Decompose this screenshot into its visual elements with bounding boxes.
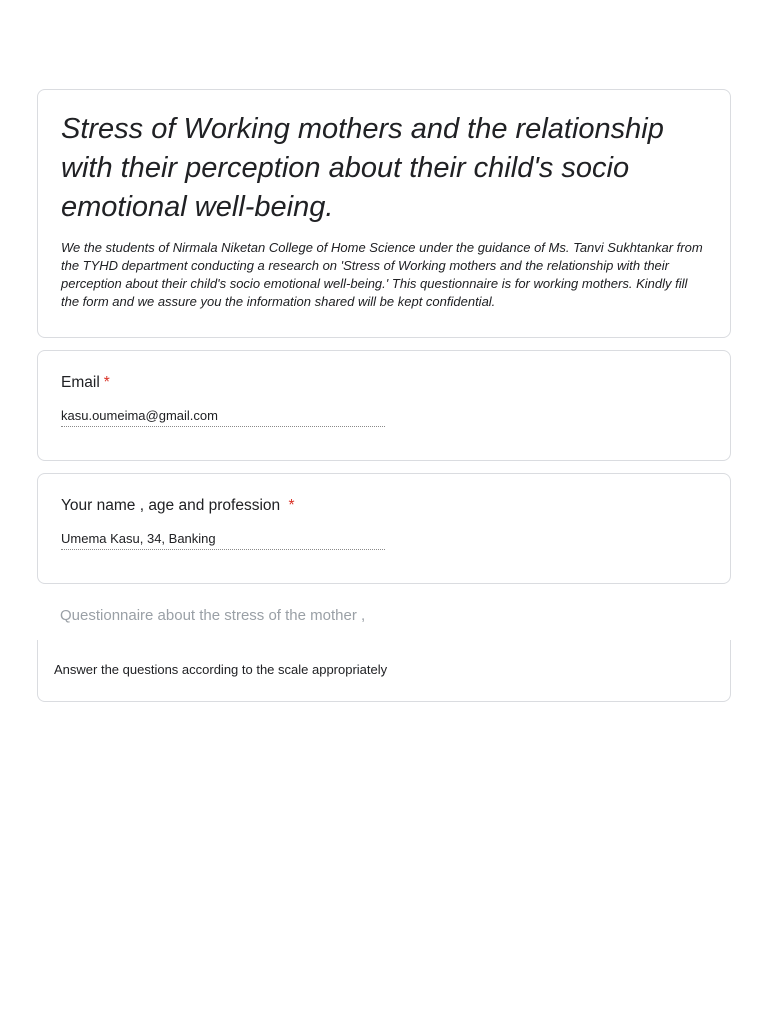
required-asterisk: * [103, 374, 110, 391]
section-title: Questionnaire about the stress of the mother , [60, 607, 366, 624]
name-answer-field[interactable]: Umema Kasu, 34, Banking [61, 530, 385, 550]
required-asterisk: * [288, 497, 295, 514]
question-text: Your name , age and profession [61, 497, 281, 514]
question-card-email [37, 350, 731, 461]
question-text: Email [61, 374, 100, 391]
email-answer-field[interactable]: kasu.oumeima@gmail.com [61, 407, 385, 427]
question-card-name [37, 473, 731, 584]
question-label-name [61, 496, 730, 516]
question-label-email [61, 373, 730, 393]
form-header-card [37, 89, 731, 338]
form-title: Stress of Working mothers and the relationship with their perception about their child's socio emotional well-being. [61, 113, 664, 223]
section-card [37, 640, 731, 702]
section-description: Answer the questions according to the scale appropriately [54, 662, 388, 677]
form-description: We the students of Nirmala Niketan College of Home Science under the guidance of Ms. Tanvi Sukhtankar from the TYHD department conducting a research on 'Stress of Working mothers and the relationship with their perception about their child's socio emotional well-being.' This questionnaire is for working mothers. Kindly fill the form and we assure you the information shared will be kept confidential. [61, 240, 703, 309]
